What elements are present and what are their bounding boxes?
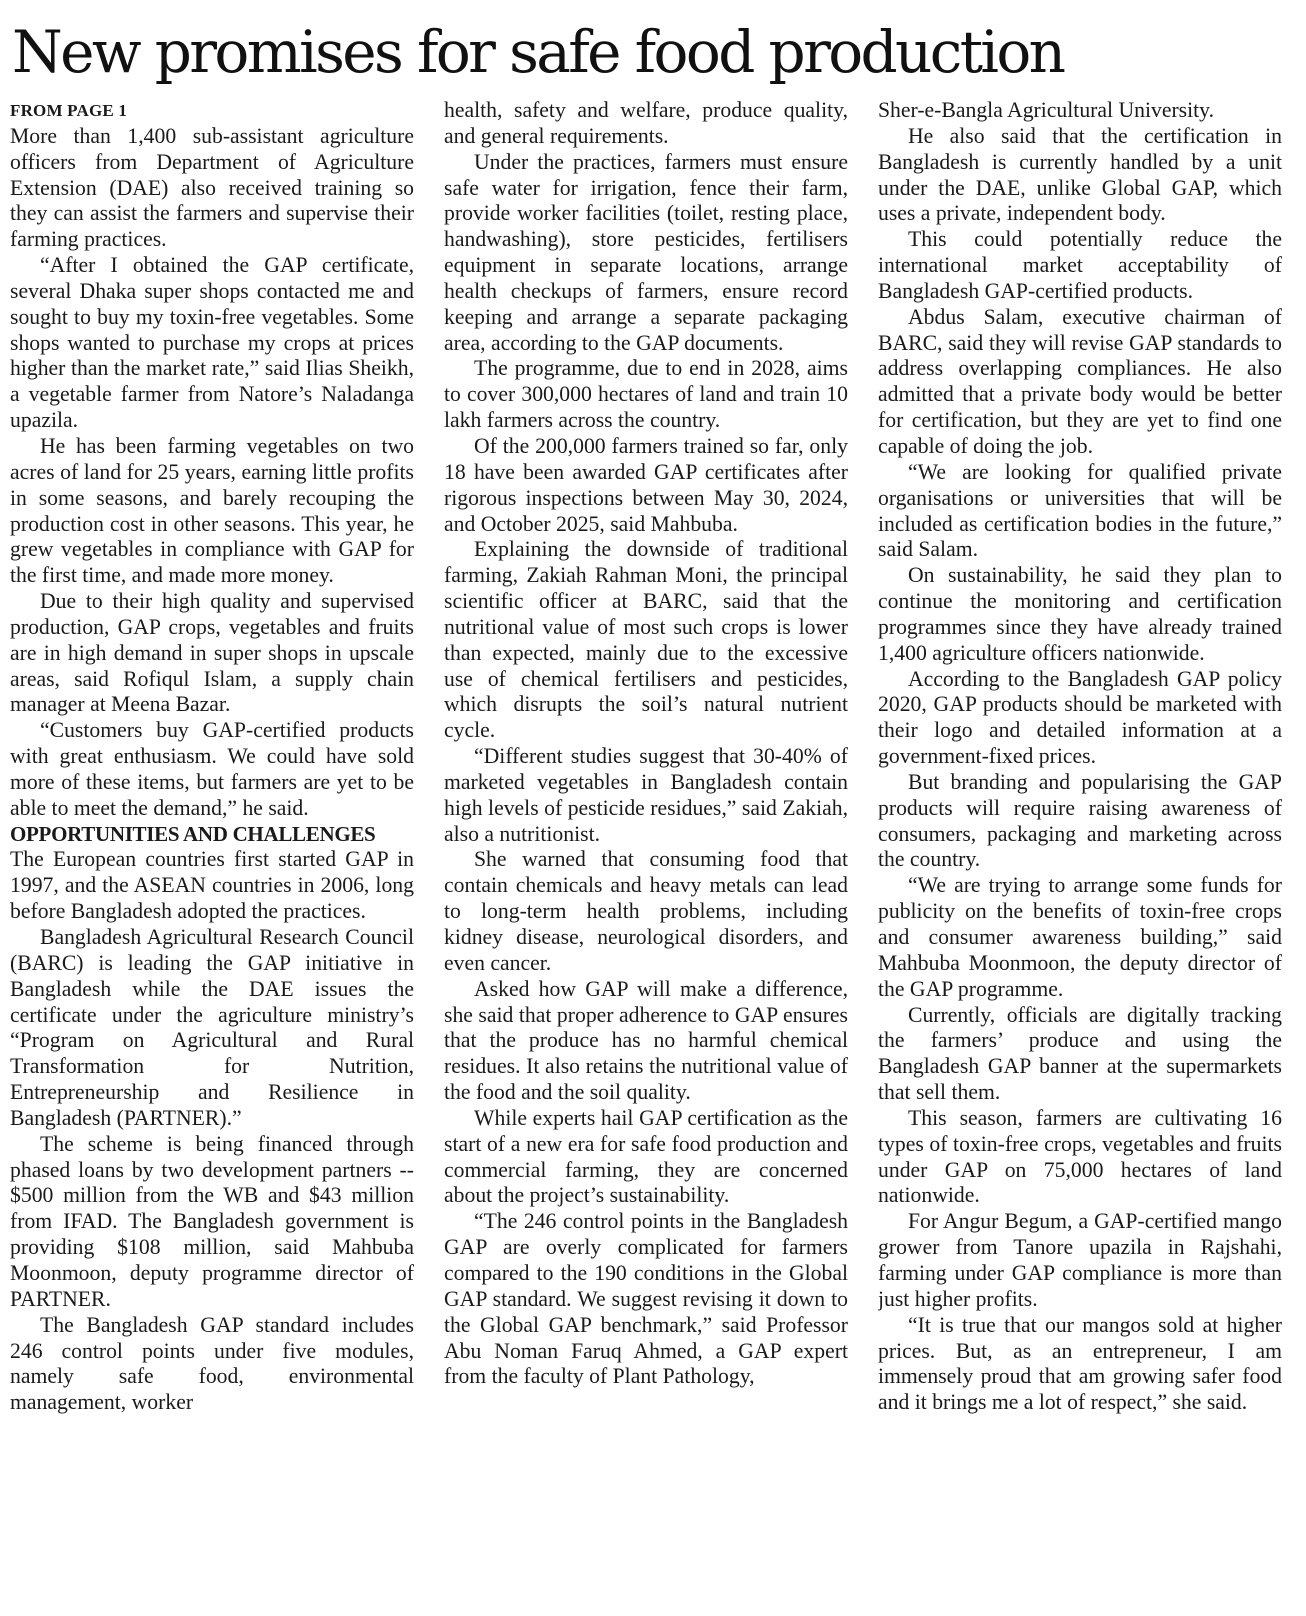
- paragraph: He has been farming vegetables on two acres of land for 25 years, earning little profits in some seasons, and barely recouping the production cost in other seasons. This year, he grew vegetables in compliance with GAP for the first time, and made more money.: [10, 433, 414, 588]
- paragraph: Of the 200,000 farmers trained so far, only 18 have been awarded GAP certificates after rigorous inspections between May 30, 2024, and October 2025, said Mahbuba.: [444, 433, 848, 536]
- paragraph: “Different studies suggest that 30-40% of marketed vegetables in Bangladesh contain high levels of pesticide residues,” said Zakiah, also a nutritionist.: [444, 744, 848, 846]
- paragraph: Sher-e-Bangla Agricultural University.: [878, 98, 1215, 122]
- paragraph: “Customers buy GAP-certified products with great enthusiasm. We could have sold more of these items, but farmers are yet to be able to meet the demand,” he said.: [10, 718, 414, 820]
- paragraph: “We are trying to arrange some funds for publicity on the benefits of toxin-free crops and consumer awareness building,” said Mahbuba Moonmoon, the deputy director of the GAP programme.: [878, 873, 1282, 1001]
- paragraph: He also said that the certification in Bangladesh is currently handled by a unit under the DAE, unlike Global GAP, which uses a private, independent body.: [878, 123, 1282, 226]
- column-3: [878, 98, 1282, 1612]
- paragraph: “The 246 control points in the Bangladesh GAP are overly complicated for farmers compared to the 190 conditions in the Global GAP standard. We suggest revising it down to the Global GAP benchmark,” said Professor Abu Noman Faruq Ahmed, a GAP expert from the faculty of Plant Pathology,: [444, 1209, 848, 1389]
- paragraph: The European countries first started GAP in 1997, and the ASEAN countries in 2006, long before Bangladesh adopted the practices.: [10, 847, 414, 924]
- paragraph: “After I obtained the GAP certificate, several Dhaka super shops contacted me and sought to buy my toxin-free vegetables. Some shops wanted to purchase my crops at prices higher than the market rate,” said Ilias Sheikh, a vegetable farmer from Natore’s Naladanga upazila.: [10, 253, 414, 433]
- paragraph: She warned that consuming food that contain chemicals and heavy metals can lead to long-term health problems, including kidney disease, neurological disorders, and even cancer.: [444, 847, 848, 975]
- paragraph: This could potentially reduce the international market acceptability of Bangladesh GAP-certified products.: [878, 227, 1282, 303]
- paragraph: health, safety and welfare, produce quality, and general requirements.: [444, 98, 848, 148]
- paragraph: The programme, due to end in 2028, aims to cover 300,000 hectares of land and train 10 lakh farmers across the country.: [444, 356, 848, 433]
- paragraph: Explaining the downside of traditional farming, Zakiah Rahman Moni, the principal scientific officer at BARC, said that the nutritional value of most such crops is lower than expected, mainly due to the excessive use of chemical fertilisers and pesticides, which disrupts the soil’s natural nutrient cycle.: [444, 537, 848, 743]
- paragraph: On sustainability, he said they plan to continue the monitoring and certification programmes since they have already trained 1,400 agriculture officers nationwide.: [878, 563, 1282, 665]
- column-1: [10, 98, 414, 1612]
- paragraph: Bangladesh Agricultural Research Council (BARC) is leading the GAP initiative in Bangladesh while the DAE issues the certificate under the agriculture ministry’s “Program on Agricultural and Rural Transformation for Nutrition, Entrepreneurship and Resilience in Bangladesh (PARTNER).”: [10, 925, 414, 1130]
- paragraph: Asked how GAP will make a difference, she said that proper adherence to GAP ensures that the produce has no harmful chemical residues. It also retains the nutritional value of the food and the soil quality.: [444, 976, 848, 1105]
- paragraph: Due to their high quality and supervised production, GAP crops, vegetables and fruits are in high demand in super shops in upscale areas, said Rofiqul Islam, a supply chain manager at Meena Bazar.: [10, 589, 414, 717]
- column-2: [444, 98, 848, 1612]
- paragraph: “It is true that our mangos sold at higher prices. But, as an entrepreneur, I am immensely proud that am growing safer food and it brings me a lot of respect,” she said.: [878, 1312, 1282, 1415]
- paragraph: The Bangladesh GAP standard includes 246 control points under five modules, namely safe food, environmental management, worker: [10, 1312, 414, 1415]
- paragraph: Abdus Salam, executive chairman of BARC, said they will revise GAP standards to address overlapping compliances. He also admitted that a private body would be better for certification, but they are yet to find one capable of doing the job.: [878, 304, 1282, 458]
- paragraph: The scheme is being financed through phased loans by two development partners -- $500 million from the WB and $43 million from IFAD. The Bangladesh government is providing $108 million, said Mahbuba Moonmoon, deputy programme director of PARTNER.: [10, 1131, 414, 1311]
- paragraph: Currently, officials are digitally tracking the farmers’ produce and using the Bangladesh GAP banner at the supermarkets that sell them.: [878, 1002, 1282, 1105]
- headline: New promises for safe food production: [12, 18, 1064, 86]
- subhead: OPPORTUNITIES AND CHALLENGES: [10, 821, 376, 846]
- paragraph: According to the Bangladesh GAP policy 2020, GAP products should be marketed with their logo and detailed information at a government-fixed prices.: [878, 666, 1282, 769]
- paragraph: While experts hail GAP certification as the start of a new era for safe food production and commercial farming, they are concerned about the project’s sustainability.: [444, 1105, 848, 1208]
- paragraph: Under the practices, farmers must ensure safe water for irrigation, fence their farm, provide worker facilities (toilet, resting place, handwashing), store pesticides, fertilisers equipment in separate locations, arrange health checkups of farmers, ensure record keeping and arrange a separate packaging area, according to the GAP documents.: [444, 149, 848, 355]
- paragraph: But branding and popularising the GAP products will require raising awareness of consumers, packaging and marketing across the country.: [878, 769, 1282, 872]
- paragraph: For Angur Begum, a GAP-certified mango grower from Tanore upazila in Rajshahi, farming under GAP compliance is more than just higher profits.: [878, 1209, 1282, 1311]
- kicker: FROM PAGE 1: [10, 101, 128, 120]
- paragraph: “We are looking for qualified private organisations or universities that will be included as certification bodies in the future,” said Salam.: [878, 459, 1282, 562]
- paragraph: This season, farmers are cultivating 16 types of toxin-free crops, vegetables and fruits under GAP on 75,000 hectares of land nationwide.: [878, 1105, 1282, 1208]
- paragraph: More than 1,400 sub-assistant agriculture officers from Department of Agriculture Extension (DAE) also received training so they can assist the farmers and supervise their farming practices.: [10, 123, 414, 252]
